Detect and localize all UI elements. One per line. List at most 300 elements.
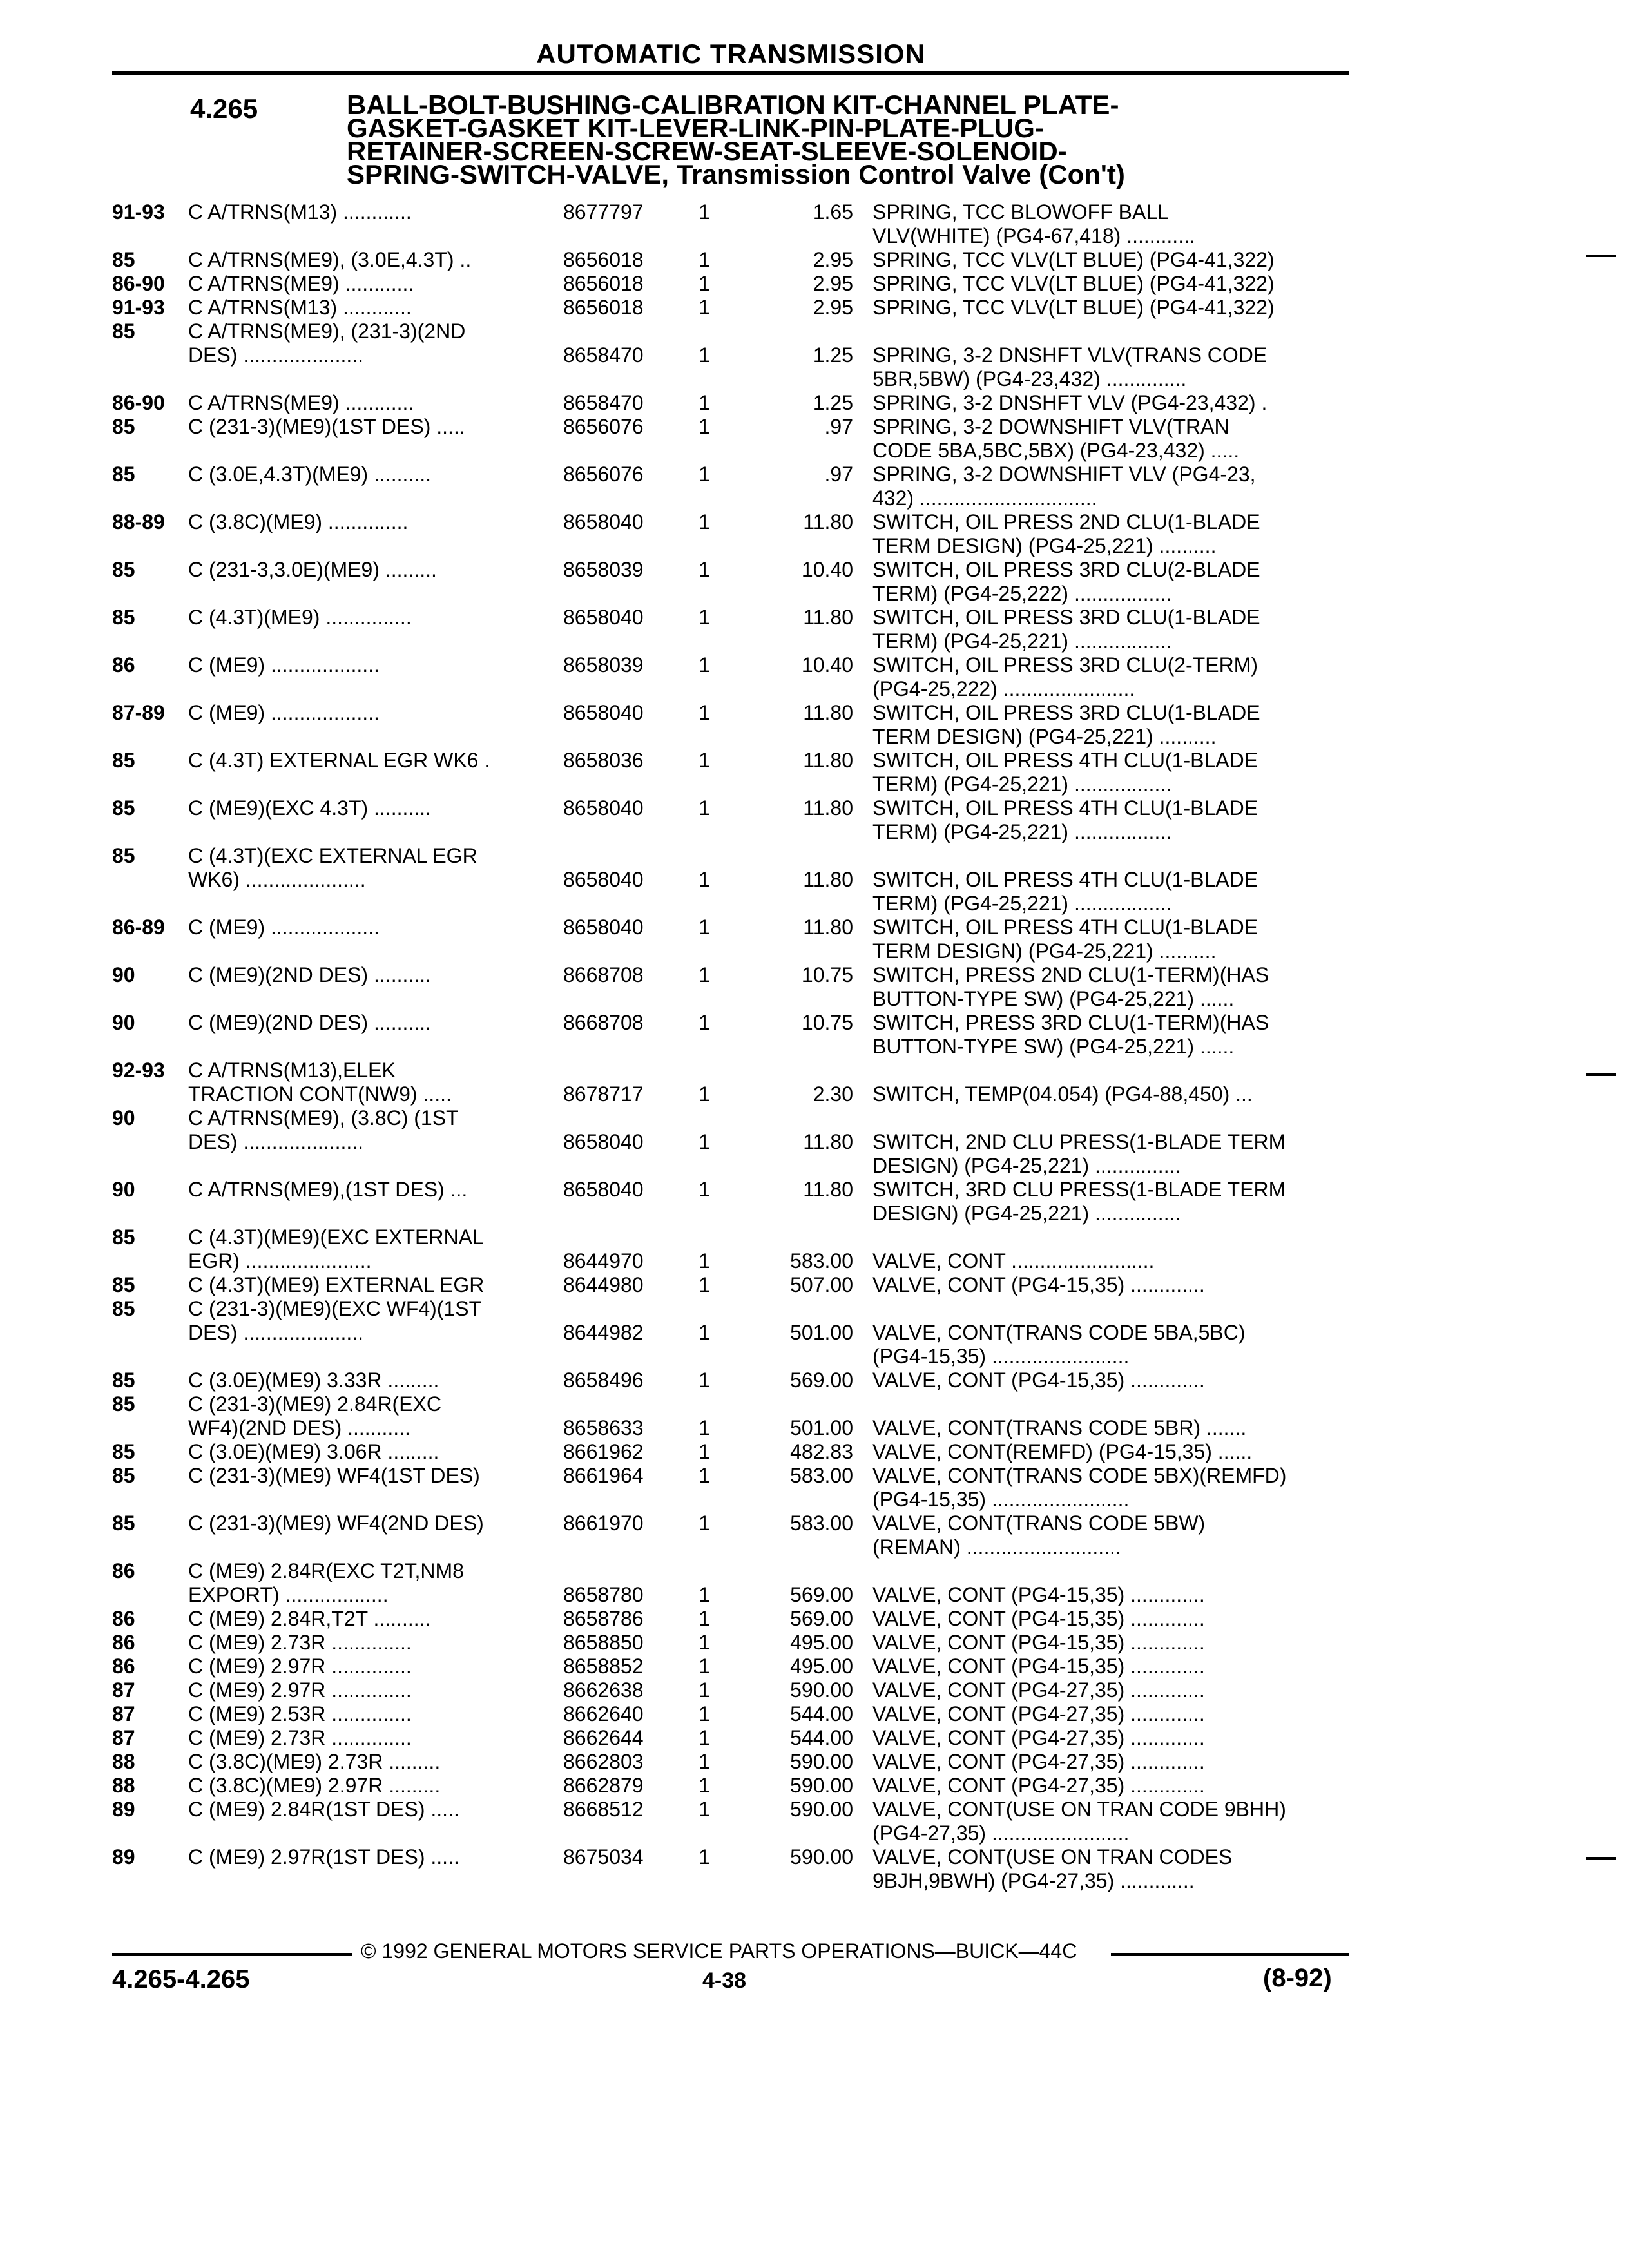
- part-number: 8677797: [563, 200, 644, 224]
- description: VALVE, CONT (PG4-15,35) .............: [872, 1655, 1205, 1678]
- price: 11.80: [803, 916, 853, 939]
- quantity: 1: [699, 1416, 710, 1439]
- table-row: [112, 629, 1349, 653]
- price: 11.80: [803, 510, 853, 533]
- usage-cell: C (ME9)(EXC 4.3T) ..........: [188, 796, 431, 820]
- footer-rule: [1111, 1953, 1349, 1956]
- description: SWITCH, OIL PRESS 4TH CLU(1-BLADE: [872, 868, 1258, 891]
- table-row: [112, 486, 1349, 510]
- model-year: 86: [112, 653, 135, 677]
- description: SWITCH, OIL PRESS 2ND CLU(1-BLADE: [872, 510, 1260, 533]
- part-number: 8658786: [563, 1607, 644, 1630]
- table-row: [112, 1845, 1349, 1869]
- part-number: 8668512: [563, 1798, 644, 1821]
- description: SPRING, TCC VLV(LT BLUE) (PG4-41,322): [872, 248, 1275, 271]
- quantity: 1: [699, 1464, 710, 1487]
- quantity: 1: [699, 272, 710, 295]
- quantity: 1: [699, 1011, 710, 1034]
- price: 2.95: [813, 248, 853, 271]
- quantity: 1: [699, 1321, 710, 1344]
- description: TERM DESIGN) (PG4-25,221) ..........: [872, 534, 1217, 557]
- model-year: 86: [112, 1607, 135, 1630]
- usage-cell: C (ME9) ...................: [188, 701, 380, 724]
- usage-cell: C A/TRNS(ME9), (3.0E,4.3T) ..: [188, 248, 472, 271]
- table-row: [112, 296, 1349, 320]
- price: 590.00: [790, 1845, 853, 1869]
- quantity: 1: [699, 1249, 710, 1273]
- table-row: [112, 224, 1349, 248]
- price: 590.00: [790, 1750, 853, 1773]
- usage-cell: C (231-3)(ME9) WF4(2ND DES): [188, 1512, 484, 1535]
- quantity: 1: [699, 463, 710, 486]
- price: 482.83: [790, 1440, 853, 1463]
- part-number: 8644980: [563, 1273, 644, 1296]
- quantity: 1: [699, 868, 710, 891]
- part-number: 8662644: [563, 1726, 644, 1749]
- description: VALVE, CONT(TRANS CODE 5BR) .......: [872, 1416, 1247, 1439]
- quantity: 1: [699, 391, 710, 414]
- usage-cell: DES) .....................: [188, 1130, 364, 1153]
- quantity: 1: [699, 248, 710, 271]
- description: SWITCH, OIL PRESS 4TH CLU(1-BLADE: [872, 916, 1258, 939]
- description: SWITCH, PRESS 3RD CLU(1-TERM)(HAS: [872, 1011, 1269, 1034]
- footer-rule: [112, 1953, 352, 1956]
- table-row: [112, 1798, 1349, 1821]
- model-year: 85: [112, 749, 135, 772]
- quantity: 1: [699, 1702, 710, 1725]
- table-row: [112, 606, 1349, 629]
- table-row: [112, 534, 1349, 558]
- table-row: [112, 1869, 1349, 1893]
- table-row: [112, 725, 1349, 749]
- usage-cell: C (4.3T)(ME9)(EXC EXTERNAL: [188, 1225, 484, 1249]
- part-number: 8658470: [563, 343, 644, 367]
- part-number: 8661962: [563, 1440, 644, 1463]
- part-number: 8678717: [563, 1082, 644, 1106]
- table-row: [112, 343, 1349, 367]
- quantity: 1: [699, 1607, 710, 1630]
- usage-cell: C A/TRNS(M13) ............: [188, 200, 412, 224]
- model-year: 85: [112, 1512, 135, 1535]
- usage-cell: C (ME9) 2.84R(1ST DES) .....: [188, 1798, 459, 1821]
- model-year: 86-90: [112, 272, 165, 295]
- quantity: 1: [699, 1512, 710, 1535]
- description: SWITCH, 3RD CLU PRESS(1-BLADE TERM: [872, 1178, 1286, 1201]
- part-number: 8658040: [563, 916, 644, 939]
- model-year: 85: [112, 558, 135, 581]
- part-number: 8658470: [563, 391, 644, 414]
- description: DESIGN) (PG4-25,221) ...............: [872, 1202, 1181, 1225]
- price: 11.80: [803, 1130, 853, 1153]
- quantity: 1: [699, 415, 710, 438]
- description: SWITCH, OIL PRESS 4TH CLU(1-BLADE: [872, 796, 1258, 820]
- price: 2.95: [813, 272, 853, 295]
- part-number: 8658039: [563, 558, 644, 581]
- usage-cell: C (ME9) 2.73R ..............: [188, 1726, 412, 1749]
- quantity: 1: [699, 1130, 710, 1153]
- table-row: [112, 1774, 1349, 1798]
- table-row: [112, 1535, 1349, 1559]
- part-number: 8675034: [563, 1845, 644, 1869]
- usage-cell: C (4.3T)(ME9) EXTERNAL EGR: [188, 1273, 485, 1296]
- usage-cell: C A/TRNS(ME9),(1ST DES) ...: [188, 1178, 468, 1201]
- description: SPRING, TCC VLV(LT BLUE) (PG4-41,322): [872, 272, 1275, 295]
- part-number: 8658039: [563, 653, 644, 677]
- table-row: [112, 1154, 1349, 1178]
- description: VALVE, CONT(USE ON TRAN CODES: [872, 1845, 1233, 1869]
- quantity: 1: [699, 1678, 710, 1702]
- quantity: 1: [699, 1655, 710, 1678]
- price: 1.25: [813, 343, 853, 367]
- quantity: 1: [699, 558, 710, 581]
- usage-cell: C (4.3T) EXTERNAL EGR WK6 .: [188, 749, 490, 772]
- model-year: 85: [112, 1392, 135, 1416]
- model-year: 85: [112, 320, 135, 343]
- table-row: [112, 1297, 1349, 1321]
- usage-cell: C (ME9) 2.53R ..............: [188, 1702, 412, 1725]
- table-row: [112, 653, 1349, 677]
- usage-cell: C A/TRNS(M13),ELEK: [188, 1059, 396, 1082]
- usage-cell: WF4)(2ND DES) ...........: [188, 1416, 410, 1439]
- description: (PG4-15,35) ........................: [872, 1345, 1130, 1368]
- quantity: 1: [699, 653, 710, 677]
- price: 501.00: [790, 1416, 853, 1439]
- header-rule: [112, 71, 1349, 75]
- footer-section-range: 4.265-4.265: [112, 1965, 250, 1994]
- table-row: [112, 844, 1349, 868]
- price: 2.95: [813, 296, 853, 319]
- table-row: [112, 1202, 1349, 1225]
- table-row: [112, 939, 1349, 963]
- price: 11.80: [803, 749, 853, 772]
- quantity: 1: [699, 1726, 710, 1749]
- quantity: 1: [699, 1440, 710, 1463]
- table-row: [112, 1225, 1349, 1249]
- part-number: 8658040: [563, 606, 644, 629]
- usage-cell: C (231-3,3.0E)(ME9) .........: [188, 558, 437, 581]
- usage-cell: C A/TRNS(ME9) ............: [188, 272, 414, 295]
- description: VALVE, CONT(TRANS CODE 5BX)(REMFD): [872, 1464, 1287, 1487]
- page-header: AUTOMATIC TRANSMISSION: [536, 39, 925, 69]
- part-number: 8662640: [563, 1702, 644, 1725]
- model-year: 90: [112, 1106, 135, 1129]
- price: 583.00: [790, 1464, 853, 1487]
- table-row: [112, 1321, 1349, 1345]
- description: TERM DESIGN) (PG4-25,221) ..........: [872, 725, 1217, 748]
- table-row: [112, 391, 1349, 415]
- price: 569.00: [790, 1607, 853, 1630]
- usage-cell: C (231-3)(ME9)(1ST DES) .....: [188, 415, 465, 438]
- model-year: 89: [112, 1798, 135, 1821]
- price: 1.25: [813, 391, 853, 414]
- table-row: [112, 1559, 1349, 1583]
- model-year: 85: [112, 1369, 135, 1392]
- usage-cell: C (ME9) 2.84R(EXC T2T,NM8: [188, 1559, 464, 1582]
- quantity: 1: [699, 200, 710, 224]
- quantity: 1: [699, 796, 710, 820]
- usage-cell: C (ME9) 2.73R ..............: [188, 1631, 412, 1654]
- usage-cell: C (231-3)(ME9) WF4(1ST DES): [188, 1464, 480, 1487]
- part-number: 8661970: [563, 1512, 644, 1535]
- quantity: 1: [699, 749, 710, 772]
- usage-cell: C (ME9) 2.97R ..............: [188, 1678, 412, 1702]
- table-row: [112, 558, 1349, 582]
- table-row: [112, 1821, 1349, 1845]
- part-number: 8656018: [563, 248, 644, 271]
- part-number: 8658850: [563, 1631, 644, 1654]
- model-year: 90: [112, 1011, 135, 1034]
- part-number: 8644970: [563, 1249, 644, 1273]
- usage-cell: C (3.0E)(ME9) 3.33R .........: [188, 1369, 439, 1392]
- quantity: 1: [699, 1845, 710, 1869]
- table-row: [112, 1607, 1349, 1631]
- table-row: [112, 1035, 1349, 1059]
- table-row: [112, 320, 1349, 343]
- usage-cell: C (3.8C)(ME9) 2.97R .........: [188, 1774, 441, 1797]
- description: VALVE, CONT (PG4-27,35) .............: [872, 1678, 1205, 1702]
- price: .97: [824, 415, 853, 438]
- price: 11.80: [803, 1178, 853, 1201]
- model-year: 86: [112, 1559, 135, 1582]
- part-number: 8662879: [563, 1774, 644, 1797]
- description: TERM) (PG4-25,222) .................: [872, 582, 1172, 605]
- part-number: 8656076: [563, 415, 644, 438]
- margin-tick: [1586, 255, 1616, 257]
- table-row: [112, 1392, 1349, 1416]
- price: 10.75: [801, 963, 853, 986]
- part-number: 8658040: [563, 796, 644, 820]
- usage-cell: C (ME9) ...................: [188, 653, 380, 677]
- usage-cell: TRACTION CONT(NW9) .....: [188, 1082, 452, 1106]
- table-row: [112, 701, 1349, 725]
- model-year: 85: [112, 1273, 135, 1296]
- model-year: 90: [112, 963, 135, 986]
- model-year: 85: [112, 844, 135, 867]
- description: VALVE, CONT (PG4-27,35) .............: [872, 1774, 1205, 1797]
- part-number: 8656018: [563, 272, 644, 295]
- usage-cell: C (ME9)(2ND DES) ..........: [188, 1011, 431, 1034]
- usage-cell: EXPORT) ..................: [188, 1583, 389, 1606]
- usage-cell: DES) .....................: [188, 1321, 364, 1344]
- usage-cell: C (ME9)(2ND DES) ..........: [188, 963, 431, 986]
- part-number: 8658040: [563, 510, 644, 533]
- part-number: 8658780: [563, 1583, 644, 1606]
- quantity: 1: [699, 701, 710, 724]
- table-row: [112, 1655, 1349, 1678]
- price: 501.00: [790, 1321, 853, 1344]
- table-row: [112, 1059, 1349, 1082]
- model-year: 86-89: [112, 916, 165, 939]
- usage-cell: WK6) .....................: [188, 868, 366, 891]
- margin-tick: [1586, 1857, 1616, 1860]
- table-row: [112, 510, 1349, 534]
- table-row: [112, 272, 1349, 296]
- usage-cell: C (ME9) ...................: [188, 916, 380, 939]
- model-year: 85: [112, 1297, 135, 1320]
- price: 10.40: [801, 558, 853, 581]
- usage-cell: C (231-3)(ME9)(EXC WF4)(1ST: [188, 1297, 482, 1320]
- table-row: [112, 463, 1349, 486]
- description: BUTTON-TYPE SW) (PG4-25,221) ......: [872, 987, 1235, 1010]
- model-year: 88: [112, 1750, 135, 1773]
- quantity: 1: [699, 510, 710, 533]
- description: (REMAN) ...........................: [872, 1535, 1121, 1559]
- quantity: 1: [699, 1369, 710, 1392]
- parts-table: [112, 200, 1349, 1893]
- table-row: [112, 1750, 1349, 1774]
- price: 11.80: [803, 701, 853, 724]
- description: SPRING, TCC VLV(LT BLUE) (PG4-41,322): [872, 296, 1275, 319]
- model-year: 89: [112, 1845, 135, 1869]
- description: SWITCH, PRESS 2ND CLU(1-TERM)(HAS: [872, 963, 1269, 986]
- section-number: 4.265: [190, 93, 258, 124]
- usage-cell: C (3.0E,4.3T)(ME9) ..........: [188, 463, 431, 486]
- description: VALVE, CONT (PG4-15,35) .............: [872, 1273, 1205, 1296]
- description: 432) ...............................: [872, 486, 1097, 510]
- usage-cell: C (231-3)(ME9) 2.84R(EXC: [188, 1392, 441, 1416]
- price: 569.00: [790, 1369, 853, 1392]
- price: 495.00: [790, 1631, 853, 1654]
- part-number: 8658040: [563, 1130, 644, 1153]
- quantity: 1: [699, 916, 710, 939]
- table-row: [112, 439, 1349, 463]
- description: VALVE, CONT(REMFD) (PG4-15,35) ......: [872, 1440, 1253, 1463]
- description: TERM) (PG4-25,221) .................: [872, 629, 1172, 653]
- model-year: 87: [112, 1702, 135, 1725]
- quantity: 1: [699, 1631, 710, 1654]
- part-number: 8658040: [563, 868, 644, 891]
- part-number: 8662803: [563, 1750, 644, 1773]
- price: 11.80: [803, 796, 853, 820]
- usage-cell: C (ME9) 2.97R ..............: [188, 1655, 412, 1678]
- part-number: 8656076: [563, 463, 644, 486]
- description: TERM) (PG4-25,221) .................: [872, 773, 1172, 796]
- part-number: 8668708: [563, 963, 644, 986]
- table-row: [112, 1011, 1349, 1035]
- description: VALVE, CONT (PG4-27,35) .............: [872, 1702, 1205, 1725]
- model-year: 85: [112, 248, 135, 271]
- description: SWITCH, TEMP(04.054) (PG4-88,450) ...: [872, 1082, 1253, 1106]
- usage-cell: C A/TRNS(M13) ............: [188, 296, 412, 319]
- description: VALVE, CONT(TRANS CODE 5BA,5BC): [872, 1321, 1246, 1344]
- margin-tick: [1586, 1073, 1616, 1076]
- usage-cell: C (ME9) 2.84R,T2T ..........: [188, 1607, 431, 1630]
- table-row: [112, 1631, 1349, 1655]
- section-title: BALL-BOLT-BUSHING-CALIBRATION KIT-CHANNEL PLATE- GASKET-GASKET KIT-LEVER-LINK-PIN-PLATE-PLUG- RETAINER-SCREEN-SCREW-SEAT-SLEEVE-SOLENOID- SPRING-SWITCH-VALVE, Transmission Control Valve (Con't): [347, 90, 1125, 189]
- table-row: [112, 1678, 1349, 1702]
- model-year: 91-93: [112, 200, 165, 224]
- table-row: [112, 796, 1349, 820]
- usage-cell: C A/TRNS(ME9), (231-3)(2ND: [188, 320, 466, 343]
- usage-cell: C (ME9) 2.97R(1ST DES) .....: [188, 1845, 459, 1869]
- table-row: [112, 1464, 1349, 1488]
- model-year: 88-89: [112, 510, 165, 533]
- description: 5BR,5BW) (PG4-23,432) ..............: [872, 367, 1187, 390]
- price: 544.00: [790, 1726, 853, 1749]
- description: VALVE, CONT(TRANS CODE 5BW): [872, 1512, 1206, 1535]
- usage-cell: C (3.8C)(ME9) 2.73R .........: [188, 1750, 441, 1773]
- footer-copyright: © 1992 GENERAL MOTORS SERVICE PARTS OPERATIONS—BUICK—44C: [361, 1939, 1077, 1963]
- table-row: [112, 582, 1349, 606]
- table-row: [112, 1106, 1349, 1130]
- description: VALVE, CONT (PG4-27,35) .............: [872, 1750, 1205, 1773]
- model-year: 88: [112, 1774, 135, 1797]
- description: (PG4-27,35) ........................: [872, 1821, 1130, 1845]
- table-row: [112, 1249, 1349, 1273]
- table-row: [112, 1178, 1349, 1202]
- description: SWITCH, OIL PRESS 4TH CLU(1-BLADE: [872, 749, 1258, 772]
- description: SWITCH, OIL PRESS 3RD CLU(2-BLADE: [872, 558, 1260, 581]
- description: (PG4-15,35) ........................: [872, 1488, 1130, 1511]
- table-row: [112, 1082, 1349, 1106]
- usage-cell: C A/TRNS(ME9) ............: [188, 391, 414, 414]
- table-row: [112, 773, 1349, 796]
- description: SPRING, 3-2 DOWNSHIFT VLV(TRAN: [872, 415, 1229, 438]
- part-number: 8644982: [563, 1321, 644, 1344]
- part-number: 8658633: [563, 1416, 644, 1439]
- table-row: [112, 200, 1349, 224]
- description: CODE 5BA,5BC,5BX) (PG4-23,432) .....: [872, 439, 1240, 462]
- table-row: [112, 1726, 1349, 1750]
- table-row: [112, 248, 1349, 272]
- table-row: [112, 1702, 1349, 1726]
- table-row: [112, 963, 1349, 987]
- quantity: 1: [699, 296, 710, 319]
- description: 9BJH,9BWH) (PG4-27,35) .............: [872, 1869, 1195, 1892]
- description: VALVE, CONT (PG4-15,35) .............: [872, 1583, 1205, 1606]
- description: SPRING, 3-2 DNSHFT VLV(TRANS CODE: [872, 343, 1268, 367]
- table-row: [112, 1369, 1349, 1392]
- footer-page-number: 4-38: [702, 1968, 747, 1993]
- model-year: 85: [112, 463, 135, 486]
- description: TERM) (PG4-25,221) .................: [872, 820, 1172, 843]
- part-number: 8658040: [563, 1178, 644, 1201]
- table-row: [112, 916, 1349, 939]
- table-row: [112, 1345, 1349, 1369]
- price: 590.00: [790, 1798, 853, 1821]
- part-number: 8658496: [563, 1369, 644, 1392]
- table-row: [112, 892, 1349, 916]
- description: SPRING, TCC BLOWOFF BALL: [872, 200, 1169, 224]
- description: VALVE, CONT (PG4-15,35) .............: [872, 1631, 1205, 1654]
- usage-cell: C (4.3T)(EXC EXTERNAL EGR: [188, 844, 477, 867]
- price: 10.75: [801, 1011, 853, 1034]
- quantity: 1: [699, 1082, 710, 1106]
- description: BUTTON-TYPE SW) (PG4-25,221) ......: [872, 1035, 1235, 1058]
- price: 1.65: [813, 200, 853, 224]
- quantity: 1: [699, 963, 710, 986]
- description: DESIGN) (PG4-25,221) ...............: [872, 1154, 1181, 1177]
- price: 569.00: [790, 1583, 853, 1606]
- quantity: 1: [699, 1583, 710, 1606]
- description: SWITCH, OIL PRESS 3RD CLU(1-BLADE: [872, 606, 1260, 629]
- table-row: [112, 1512, 1349, 1535]
- quantity: 1: [699, 343, 710, 367]
- table-row: [112, 415, 1349, 439]
- part-number: 8662638: [563, 1678, 644, 1702]
- description: VALVE, CONT(USE ON TRAN CODE 9BHH): [872, 1798, 1286, 1821]
- part-number: 8661964: [563, 1464, 644, 1487]
- description: VLV(WHITE) (PG4-67,418) ............: [872, 224, 1195, 247]
- description: VALVE, CONT .........................: [872, 1249, 1155, 1273]
- price: 507.00: [790, 1273, 853, 1296]
- usage-cell: C (3.0E)(ME9) 3.06R .........: [188, 1440, 439, 1463]
- table-row: [112, 677, 1349, 701]
- part-number: 8658036: [563, 749, 644, 772]
- model-year: 87-89: [112, 701, 165, 724]
- part-number: 8658040: [563, 701, 644, 724]
- description: SPRING, 3-2 DNSHFT VLV (PG4-23,432) .: [872, 391, 1268, 414]
